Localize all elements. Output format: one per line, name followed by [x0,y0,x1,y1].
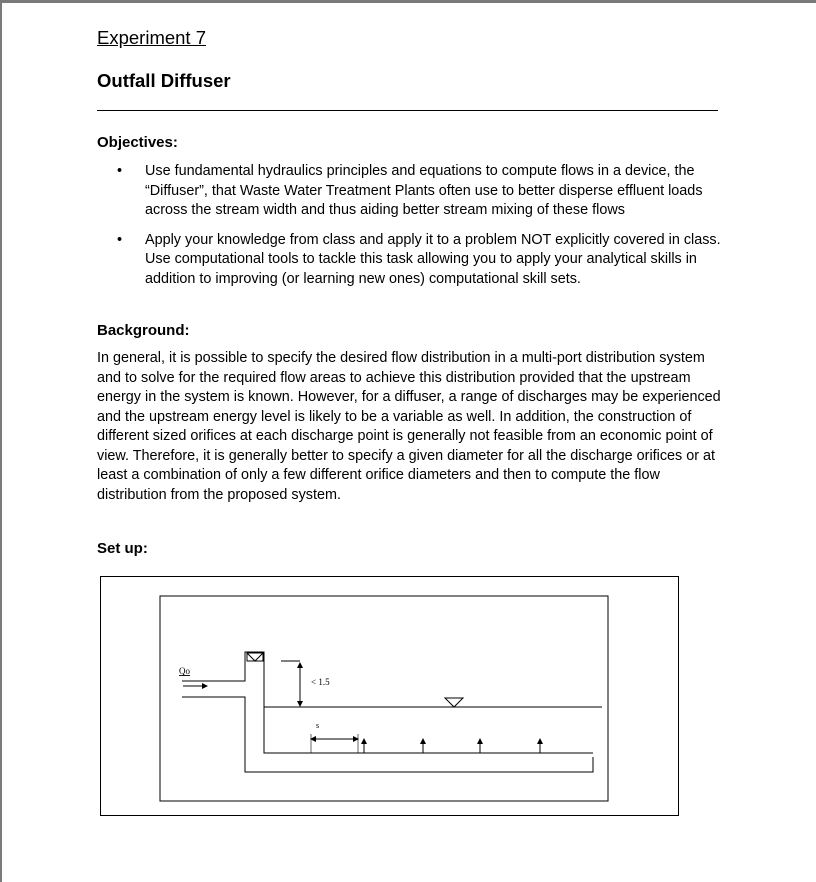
water-surface-symbol [445,698,463,707]
objective-item [97,162,722,221]
riser-level-marker [247,653,263,661]
spacing-label: s [316,721,320,730]
inner-frame [160,596,608,801]
diffuser-pipe-outer [182,697,593,772]
document-subtitle: Outfall Diffuser [97,70,231,91]
diffuser-pipe-inner [264,679,593,753]
page-edge-top [0,0,816,3]
objectives-heading: Objectives: [97,134,178,151]
document-title: Experiment 7 [97,27,206,48]
objective-text: Apply your knowledge from class and apply it to a problem NOT explicitly covered in class. Use computational tools to tackle this task allowing you to apply your analytical skills in addition to improving (or learning new ones) computational skill sets. [145,231,721,287]
background-heading: Background: [97,322,190,339]
bullet-icon: • [117,231,123,248]
setup-figure [100,576,679,816]
bullet-icon: • [117,163,123,179]
setup-heading: Set up: [97,540,148,557]
inflow-label: Qo [179,666,190,676]
objective-item [97,231,722,290]
height-label: < 1.5 [311,677,330,687]
horizontal-rule [97,110,718,111]
objective-text: Use fundamental hydraulics principles and equations to compute flows in a device, the “Diffuser”, that Waste Water Treatment Plants often use to better disperse effluent loads across the stream width and thus aiding better stream mixing of these flows [145,163,703,218]
background-paragraph: In general, it is possible to specify the desired flow distribution in a multi-port distribution system and to solve for the required flow areas to achieve this distribution provided that the upstream energy in the system is known. However, for a diffuser, a range of discharges may be experienced and the upstream energy level is likely to be a variable as well. In addition, the construction of different sized orifices at each discharge point is generally not feasible from an economic point of view. Therefore, it is generally better to specify a given diameter for all the discharge orifices or at least a combination of only a few different orifice diameters and then to compute the flow distribution from the proposed system. [97,350,721,503]
page-edge-left [0,0,2,882]
objectives-list [97,162,722,299]
inflow-pipe-upper [182,652,264,681]
diffuser-diagram [101,577,678,815]
